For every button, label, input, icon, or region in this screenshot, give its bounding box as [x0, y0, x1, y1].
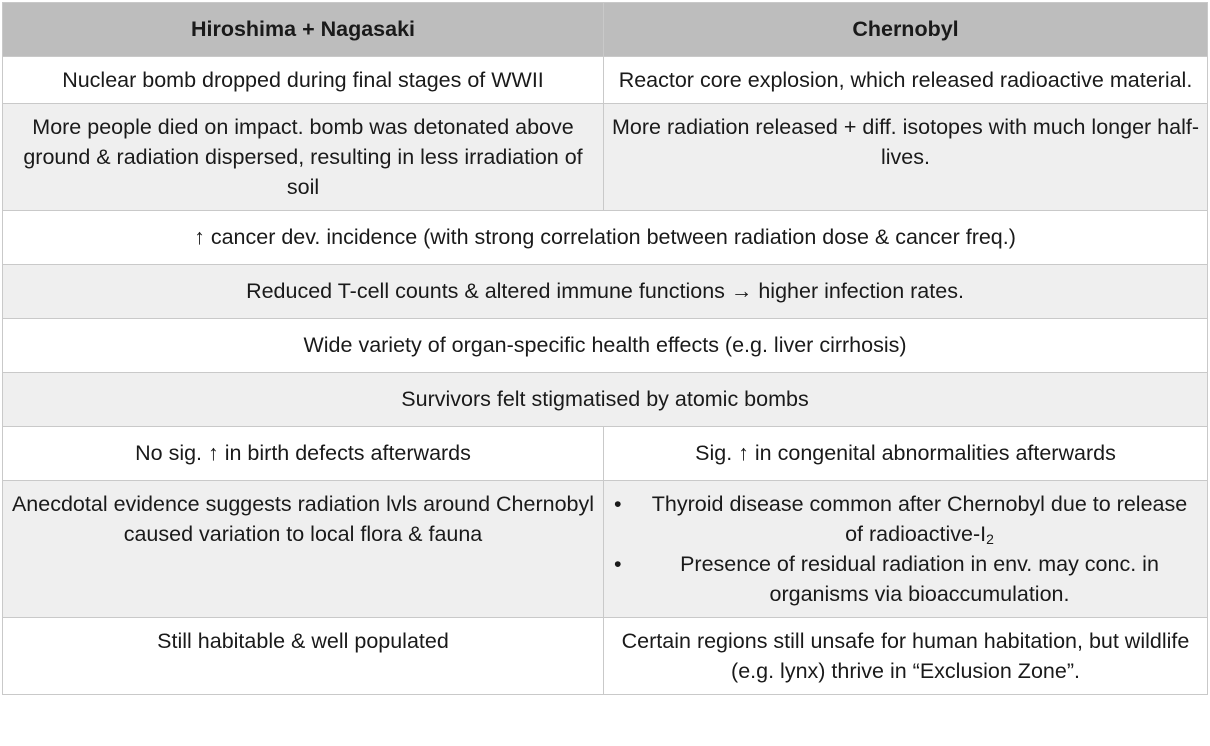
- header-chernobyl: Chernobyl: [604, 3, 1208, 57]
- row-organ: [3, 319, 1208, 373]
- cell-cause-chernobyl: Reactor core explosion, which released radioactive material.: [604, 57, 1208, 104]
- cell-stigma-shared: Survivors felt stigmatised by atomic bombs: [3, 373, 1208, 427]
- bullet-list: [612, 489, 1199, 609]
- bullet-dot: •: [614, 552, 622, 576]
- cell-organ-shared: Wide variety of organ-specific health effects (e.g. liver cirrhosis): [3, 319, 1208, 373]
- row-flora: [3, 481, 1208, 618]
- list-item: [612, 489, 1199, 549]
- bullet-text-residual: Presence of residual radiation in env. may conc. in organisms via bioaccumulation.: [680, 552, 1159, 606]
- row-cancer: [3, 211, 1208, 265]
- row-habitable: [3, 618, 1208, 695]
- cell-immune-shared: Reduced T-cell counts & altered immune functions → higher infection rates.: [3, 265, 1208, 319]
- row-cause: [3, 57, 1208, 104]
- bullet-dot: •: [614, 492, 622, 516]
- row-stigma: [3, 373, 1208, 427]
- header-row: [3, 3, 1208, 57]
- bullet-text-thyroid: Thyroid disease common after Chernobyl due to release of radioactive-I: [651, 492, 1188, 546]
- cell-habitable-hiroshima: Still habitable & well populated: [3, 618, 604, 695]
- cell-birth-chernobyl: Sig. ↑ in congenital abnormalities afterwards: [604, 427, 1208, 481]
- comparison-table: [2, 2, 1208, 695]
- header-hiroshima-nagasaki: Hiroshima + Nagasaki: [3, 3, 604, 57]
- cell-impact-chernobyl: More radiation released + diff. isotopes with much longer half-lives.: [604, 104, 1208, 211]
- row-birth: [3, 427, 1208, 481]
- cell-birth-hiroshima: No sig. ↑ in birth defects afterwards: [3, 427, 604, 481]
- row-impact: [3, 104, 1208, 211]
- cell-flora-chernobyl: [604, 481, 1208, 618]
- cell-cause-hiroshima: Nuclear bomb dropped during final stages of WWII: [3, 57, 604, 104]
- list-item: [612, 549, 1199, 609]
- cell-flora-hiroshima: Anecdotal evidence suggests radiation lvls around Chernobyl caused variation to local flora & fauna: [3, 481, 604, 618]
- subscript-2: 2: [986, 531, 994, 547]
- cell-habitable-chernobyl: Certain regions still unsafe for human habitation, but wildlife (e.g. lynx) thrive in “Exclusion Zone”.: [604, 618, 1208, 695]
- row-immune: [3, 265, 1208, 319]
- cell-cancer-shared: ↑ cancer dev. incidence (with strong correlation between radiation dose & cancer freq.): [3, 211, 1208, 265]
- cell-impact-hiroshima: More people died on impact. bomb was detonated above ground & radiation dispersed, resulting in less irradiation of soil: [3, 104, 604, 211]
